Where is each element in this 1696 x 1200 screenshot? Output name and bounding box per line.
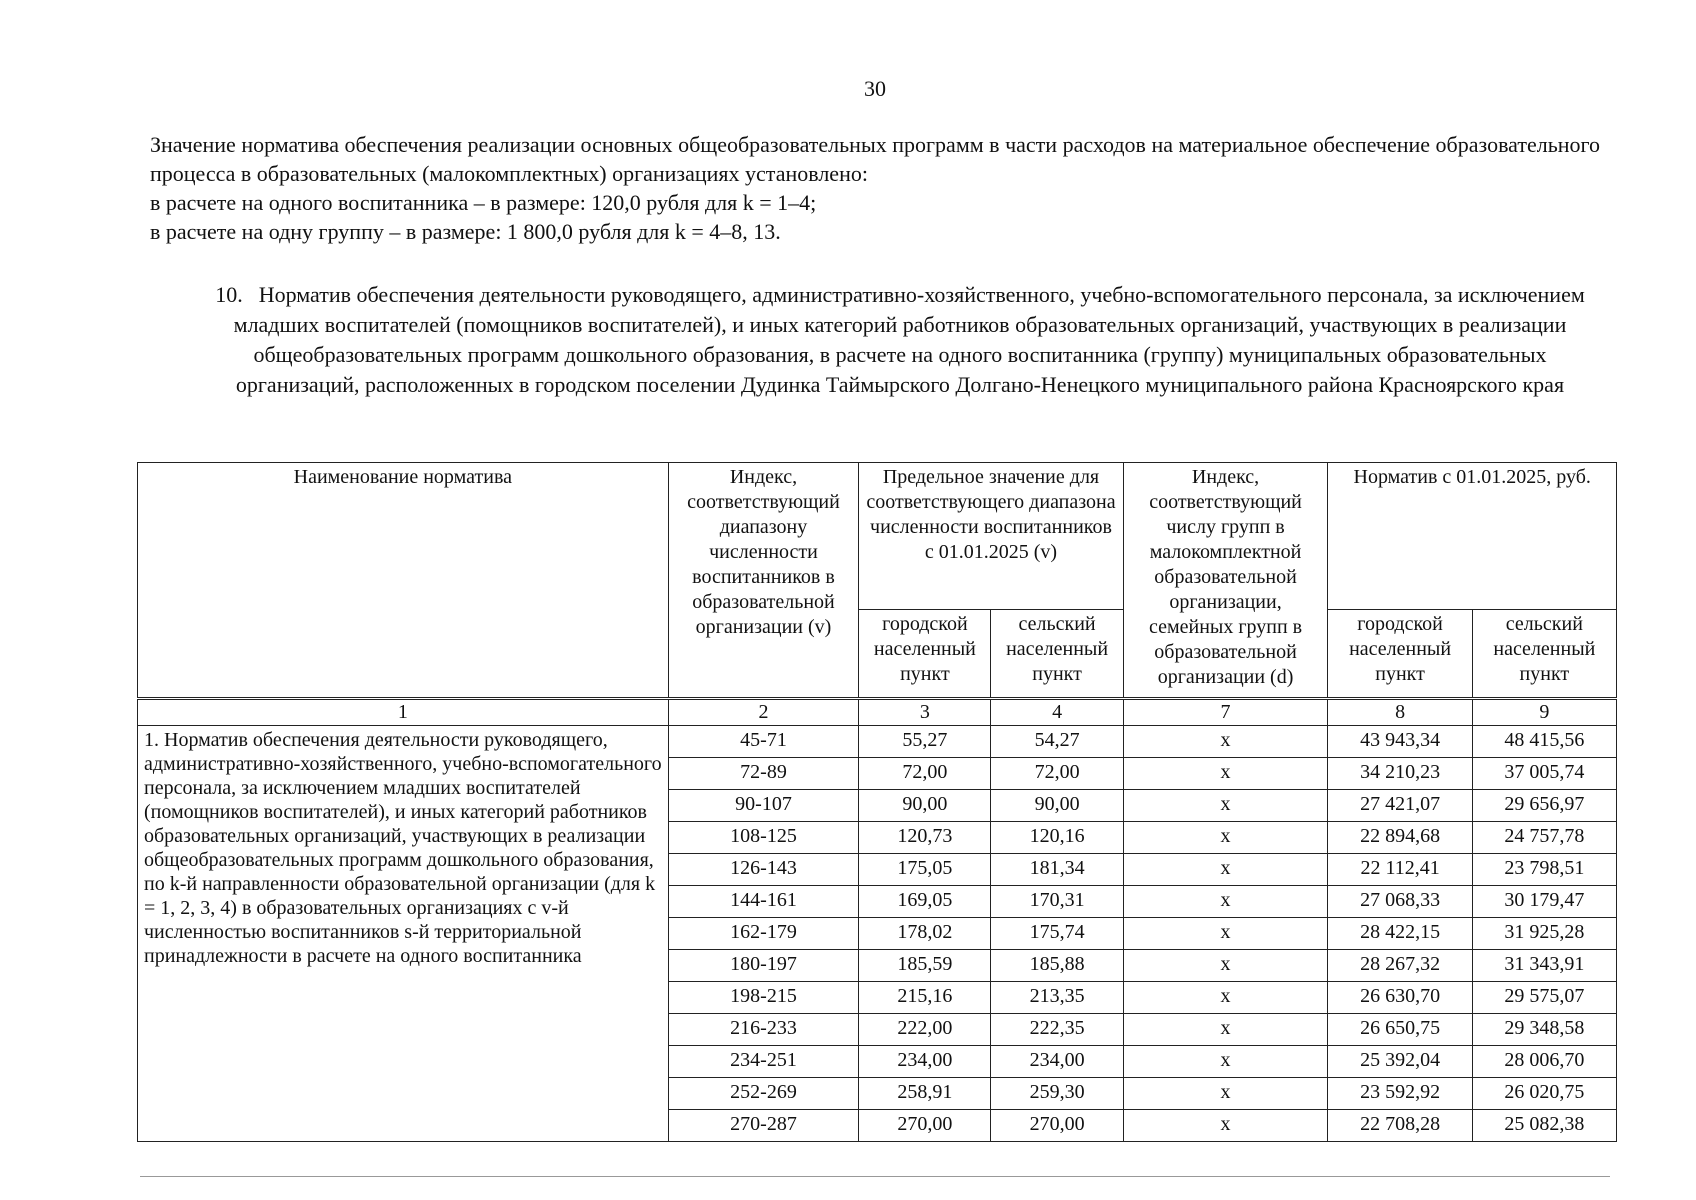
- cell-index-range: 72-89: [668, 758, 859, 790]
- cell-groups-index: x: [1123, 758, 1328, 790]
- cell-index-range: 162-179: [668, 918, 859, 950]
- cell-limit-rural: 259,30: [991, 1078, 1123, 1110]
- cell-limit-rural: 54,27: [991, 726, 1123, 758]
- cell-norm-urban: 43 943,34: [1328, 726, 1472, 758]
- cell-limit-rural: 72,00: [991, 758, 1123, 790]
- table-row: [138, 726, 1617, 758]
- column-number: 7: [1123, 699, 1328, 726]
- cell-groups-index: x: [1123, 790, 1328, 822]
- cell-limit-urban: 258,91: [859, 1078, 991, 1110]
- cell-norm-urban: 27 068,33: [1328, 886, 1472, 918]
- cell-limit-urban: 178,02: [859, 918, 991, 950]
- cell-groups-index: x: [1123, 726, 1328, 758]
- header-limit: Предельное значение для соответствующего диапазона численности воспитанников с 01.01.2025 (v): [859, 463, 1123, 610]
- cell-limit-rural: 213,35: [991, 982, 1123, 1014]
- header-norm-rural: сельский населенный пункт: [1472, 610, 1616, 699]
- column-number-row: [138, 699, 1617, 726]
- cell-norm-rural: 37 005,74: [1472, 758, 1616, 790]
- cell-groups-index: x: [1123, 918, 1328, 950]
- intro-line-per-group: в расчете на одну группу – в размере: 1 800,0 рубля для k = 4–8, 13.: [150, 219, 781, 244]
- cell-index-range: 216-233: [668, 1014, 859, 1046]
- norm-table: [137, 462, 1617, 1142]
- cell-index-range: 270-287: [668, 1110, 859, 1142]
- cell-norm-urban: 22 708,28: [1328, 1110, 1472, 1142]
- cell-norm-rural: 29 656,97: [1472, 790, 1616, 822]
- cell-limit-rural: 181,34: [991, 854, 1123, 886]
- header-norm-urban: городской населенный пункт: [1328, 610, 1472, 699]
- cell-norm-rural: 28 006,70: [1472, 1046, 1616, 1078]
- cell-groups-index: x: [1123, 886, 1328, 918]
- cell-limit-urban: 169,05: [859, 886, 991, 918]
- cell-norm-rural: 48 415,56: [1472, 726, 1616, 758]
- cell-limit-urban: 222,00: [859, 1014, 991, 1046]
- cell-limit-rural: 90,00: [991, 790, 1123, 822]
- header-norm: Норматив с 01.01.2025, руб.: [1328, 463, 1617, 610]
- cell-norm-rural: 30 179,47: [1472, 886, 1616, 918]
- cell-norm-rural: 26 020,75: [1472, 1078, 1616, 1110]
- intro-block: [150, 130, 1600, 246]
- cell-norm-rural: 24 757,78: [1472, 822, 1616, 854]
- cell-groups-index: x: [1123, 854, 1328, 886]
- cell-limit-urban: 185,59: [859, 950, 991, 982]
- column-number: 4: [991, 699, 1123, 726]
- cell-limit-urban: 55,27: [859, 726, 991, 758]
- cell-norm-rural: 23 798,51: [1472, 854, 1616, 886]
- cell-index-range: 198-215: [668, 982, 859, 1014]
- cell-norm-urban: 22 894,68: [1328, 822, 1472, 854]
- cell-norm-urban: 22 112,41: [1328, 854, 1472, 886]
- cell-groups-index: x: [1123, 1046, 1328, 1078]
- cell-norm-rural: 31 925,28: [1472, 918, 1616, 950]
- cell-groups-index: x: [1123, 950, 1328, 982]
- scan-artifact-line: [140, 1176, 1610, 1177]
- header-limit-urban: городской населенный пункт: [859, 610, 991, 699]
- section-number: 10.: [215, 282, 243, 307]
- cell-limit-urban: 234,00: [859, 1046, 991, 1078]
- cell-index-range: 180-197: [668, 950, 859, 982]
- cell-groups-index: x: [1123, 1110, 1328, 1142]
- intro-paragraph: Значение норматива обеспечения реализации основных общеобразовательных программ в части расходов на материальное обеспечение образовательного процесса в образовательных (малокомплектных) организациях установлено:: [150, 132, 1600, 186]
- cell-groups-index: x: [1123, 1014, 1328, 1046]
- cell-limit-rural: 120,16: [991, 822, 1123, 854]
- cell-norm-urban: 28 422,15: [1328, 918, 1472, 950]
- section-heading: [200, 280, 1600, 400]
- header-limit-rural: сельский населенный пункт: [991, 610, 1123, 699]
- cell-limit-rural: 170,31: [991, 886, 1123, 918]
- header-groups-index: Индекс, соответствующий числу групп в малокомплектной образовательной организации, семейных групп в образовательной организации (d): [1123, 463, 1328, 699]
- section-title: Норматив обеспечения деятельности руководящего, административно-хозяйственного, учебно-вспомогательного персонала, за исключением младших воспитателей (помощников воспитателей), и иных категорий работников образовательных организаций, участвующих в реализации общеобразовательных программ дошкольного образования, в расчете на одного воспитанника (группу) муниципальных образовательных организаций, расположенных в городском поселении Дудинка Таймырского Долгано-Ненецкого муниципального района Красноярского края: [233, 282, 1585, 397]
- cell-index-range: 126-143: [668, 854, 859, 886]
- header-name: Наименование норматива: [138, 463, 669, 699]
- cell-norm-urban: 26 650,75: [1328, 1014, 1472, 1046]
- column-number: 3: [859, 699, 991, 726]
- cell-index-range: 90-107: [668, 790, 859, 822]
- cell-limit-urban: 270,00: [859, 1110, 991, 1142]
- cell-groups-index: x: [1123, 982, 1328, 1014]
- intro-line-per-pupil: в расчете на одного воспитанника – в размере: 120,0 рубля для k = 1–4;: [150, 190, 817, 215]
- cell-groups-index: x: [1123, 822, 1328, 854]
- cell-index-range: 234-251: [668, 1046, 859, 1078]
- cell-limit-urban: 90,00: [859, 790, 991, 822]
- cell-groups-index: x: [1123, 1078, 1328, 1110]
- cell-norm-rural: 29 575,07: [1472, 982, 1616, 1014]
- page-number: 30: [864, 76, 886, 101]
- cell-norm-urban: 26 630,70: [1328, 982, 1472, 1014]
- cell-norm-rural: 31 343,91: [1472, 950, 1616, 982]
- column-number: 9: [1472, 699, 1616, 726]
- cell-limit-rural: 185,88: [991, 950, 1123, 982]
- header-index-range: Индекс, соответствующий диапазону численности воспитанников в образовательной организации (v): [668, 463, 859, 699]
- column-number: 2: [668, 699, 859, 726]
- cell-limit-rural: 175,74: [991, 918, 1123, 950]
- norm-description: 1. Норматив обеспечения деятельности руководящего, административно-хозяйственного, учебно-вспомогательного персонала, за исключением младших воспитателей (помощников воспитателей), и иных категорий работников образовательных организаций, участвующих в реализации общеобразовательных программ дошкольного образования, по k-й направленности образовательной организации (для k = 1, 2, 3, 4) в образовательных организациях с v-й численностью воспитанников s-й территориальной принадлежности в расчете на одного воспитанника: [138, 726, 669, 1142]
- column-number: 1: [138, 699, 669, 726]
- cell-limit-rural: 234,00: [991, 1046, 1123, 1078]
- cell-norm-urban: 28 267,32: [1328, 950, 1472, 982]
- cell-limit-urban: 215,16: [859, 982, 991, 1014]
- cell-norm-urban: 34 210,23: [1328, 758, 1472, 790]
- cell-norm-urban: 23 592,92: [1328, 1078, 1472, 1110]
- cell-index-range: 144-161: [668, 886, 859, 918]
- cell-index-range: 108-125: [668, 822, 859, 854]
- cell-norm-urban: 25 392,04: [1328, 1046, 1472, 1078]
- cell-limit-rural: 222,35: [991, 1014, 1123, 1046]
- cell-limit-urban: 120,73: [859, 822, 991, 854]
- column-number: 8: [1328, 699, 1472, 726]
- cell-limit-urban: 72,00: [859, 758, 991, 790]
- cell-norm-urban: 27 421,07: [1328, 790, 1472, 822]
- cell-limit-urban: 175,05: [859, 854, 991, 886]
- header-row-top: [138, 463, 1617, 610]
- cell-norm-rural: 25 082,38: [1472, 1110, 1616, 1142]
- cell-index-range: 45-71: [668, 726, 859, 758]
- cell-limit-rural: 270,00: [991, 1110, 1123, 1142]
- cell-index-range: 252-269: [668, 1078, 859, 1110]
- cell-norm-rural: 29 348,58: [1472, 1014, 1616, 1046]
